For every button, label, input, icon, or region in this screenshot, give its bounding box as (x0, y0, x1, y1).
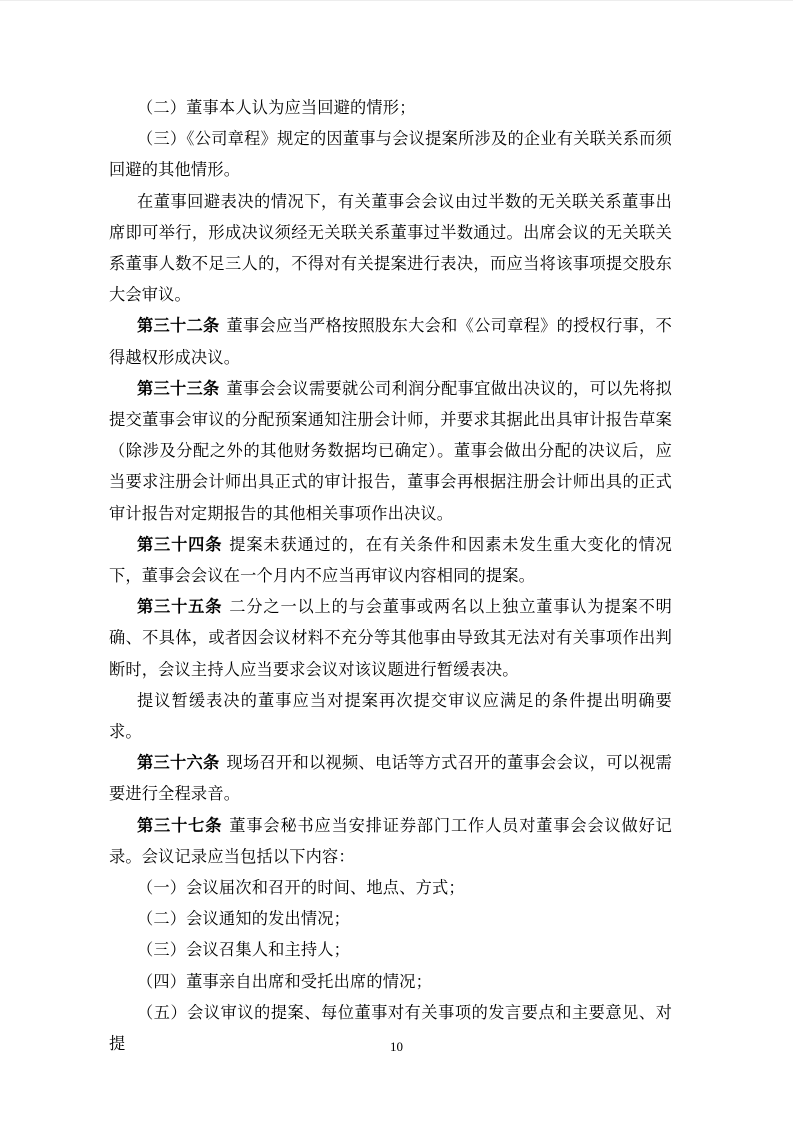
paragraph-text: （三）会议召集人和主持人； (137, 941, 351, 960)
paragraph-text: （二）会议通知的发出情况； (137, 910, 351, 929)
paragraph-text: （二）董事本人认为应当回避的情形； (137, 99, 416, 117)
paragraph-text: 董事会应当严格按照股东大会和《公司章程》的授权行事，不得越权形成决议。 (109, 317, 673, 367)
article-number: 第三十七条 (137, 816, 223, 835)
paragraph-text: 在董事回避表决的情况下，有关董事会会议由过半数的无关联关系董事出席即可举行，形成决议须经无关联关系董事过半数通过。出席会议的无关联关系董事人数不足三人的，不得对有关提案进行表决，而应当将该事项提交股东大会审议。 (109, 192, 672, 305)
list-item-2 (109, 904, 672, 935)
article-number: 第三十二条 (137, 317, 220, 336)
paragraph-text: 现场召开和以视频、电话等方式召开的董事会会议，可以视需要进行全程录音。 (109, 754, 673, 804)
paragraph-article-35 (109, 592, 672, 686)
page-number: 10 (390, 1039, 403, 1054)
paragraph-recusal-voting (109, 187, 672, 312)
paragraph-deferred-voting (109, 686, 672, 748)
paragraph-text: 董事会会议需要就公司利润分配事宜做出决议的，可以先将拟提交董事会审议的分配预案通知注册会计师，并要求其据此出具审计报告草案（除涉及分配之外的其他财务数据均已确定）。董事会做出分配的决议后，应当要求注册会计师出具正式的审计报告，董事会再根据注册会计师出具的正式审计报告对定期报告的其他相关事项作出决议。 (109, 379, 673, 523)
paragraph-text: 提案未获通过的，在有关条件和因素未发生重大变化的情况下，董事会会议在一个月内不应当再审议内容相同的提案。 (109, 535, 673, 586)
paragraph-text: （五）会议审议的提案、每位董事对有关事项的发言要点和主要意见、对提 (109, 1003, 672, 1054)
paragraph-article-32 (109, 311, 672, 373)
paragraph-article-34 (109, 530, 672, 592)
paragraph-article-37 (109, 811, 672, 873)
article-number: 第三十四条 (137, 535, 223, 554)
document-body (109, 93, 672, 1060)
clause-item-3 (109, 124, 672, 186)
article-number: 第三十六条 (137, 754, 220, 773)
list-item-4 (109, 967, 672, 998)
paragraph-text: 提议暂缓表决的董事应当对提案再次提交审议应满足的条件提出明确要求。 (109, 691, 672, 742)
clause-item-2 (109, 93, 672, 124)
paragraph-text: （三）《公司章程》规定的因董事与会议提案所涉及的企业有关联关系而须回避的其他情形。 (109, 130, 672, 180)
paragraph-text: 董事会秘书应当安排证券部门工作人员对董事会会议做好记录。会议记录应当包括以下内容： (109, 816, 673, 866)
paragraph-text: （一）会议届次和召开的时间、地点、方式； (137, 879, 465, 898)
paragraph-article-33 (109, 374, 672, 530)
paragraph-text: 二分之一以上的与会董事或两名以上独立董事认为提案不明确、不具体，或者因会议材料不充分等其他事由导致其无法对有关事项作出判断时，会议主持人应当要求会议对该议题进行暂缓表决。 (109, 598, 673, 679)
list-item-1 (109, 873, 672, 904)
article-number: 第三十五条 (137, 598, 223, 617)
paragraph-text: （四）董事亲自出席和受托出席的情况； (137, 972, 432, 991)
paragraph-article-36 (109, 748, 672, 810)
list-item-3 (109, 935, 672, 966)
article-number: 第三十三条 (137, 379, 220, 398)
